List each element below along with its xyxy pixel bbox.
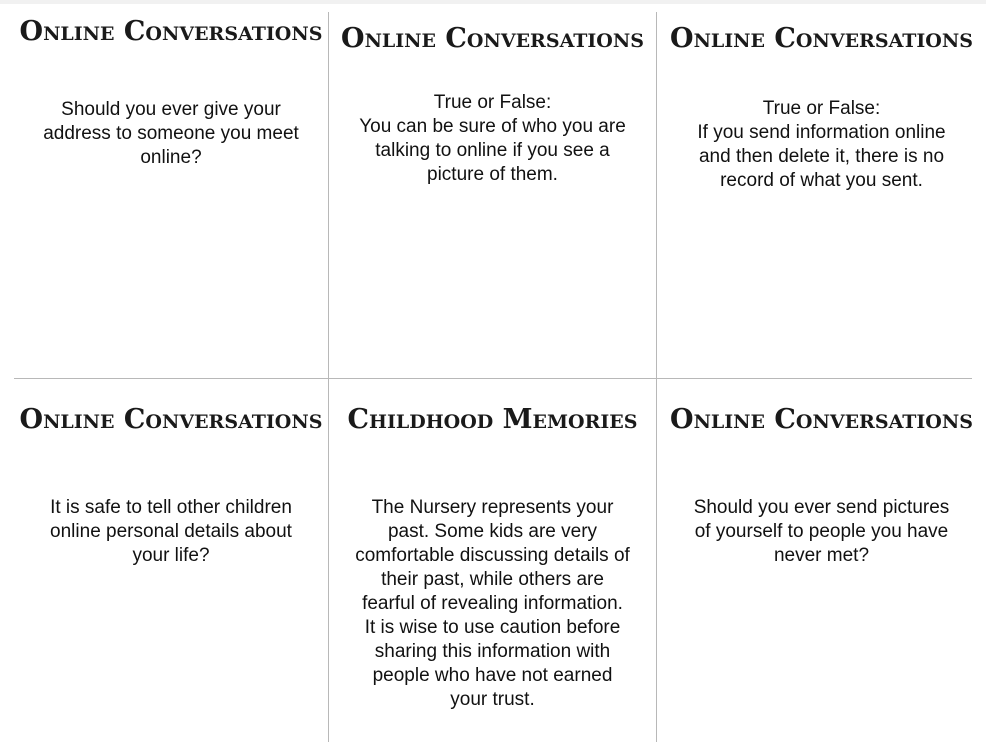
- card-title: Childhood Memories: [347, 404, 638, 435]
- card-title: Online Conversations: [670, 404, 973, 435]
- card-online-conversations-2: [329, 25, 656, 187]
- page-top-edge: [0, 0, 986, 4]
- card-question: True or False: If you send information online and then delete it, there is no record of what you sent.: [697, 98, 946, 191]
- card-question: Should you ever give your address to someone you meet online?: [43, 99, 299, 168]
- card-childhood-memories: [329, 406, 656, 712]
- card-title: Online Conversations: [19, 16, 323, 47]
- card-question: True or False: You can be sure of who you are talking to online if you see a picture of them.: [359, 92, 626, 185]
- card-description: The Nursery represents your past. Some kids are very comfortable discussing details of their past, while others are fearful of revealing information. It is wise to use caution before sharing this information with people who have not earned your trust.: [355, 497, 630, 710]
- card-question: Should you ever send pictures of yourself to people you have never met?: [693, 497, 950, 566]
- divider-horizontal: [14, 378, 972, 379]
- card-question: It is safe to tell other children online personal details about your life?: [50, 497, 292, 566]
- card-title: Online Conversations: [19, 404, 323, 435]
- card-online-conversations-5: [657, 406, 986, 568]
- card-title: Online Conversations: [670, 23, 973, 54]
- card-title: Online Conversations: [341, 23, 644, 54]
- card-online-conversations-4: [14, 406, 328, 568]
- card-online-conversations-1: [14, 18, 328, 170]
- card-online-conversations-3: [657, 25, 986, 193]
